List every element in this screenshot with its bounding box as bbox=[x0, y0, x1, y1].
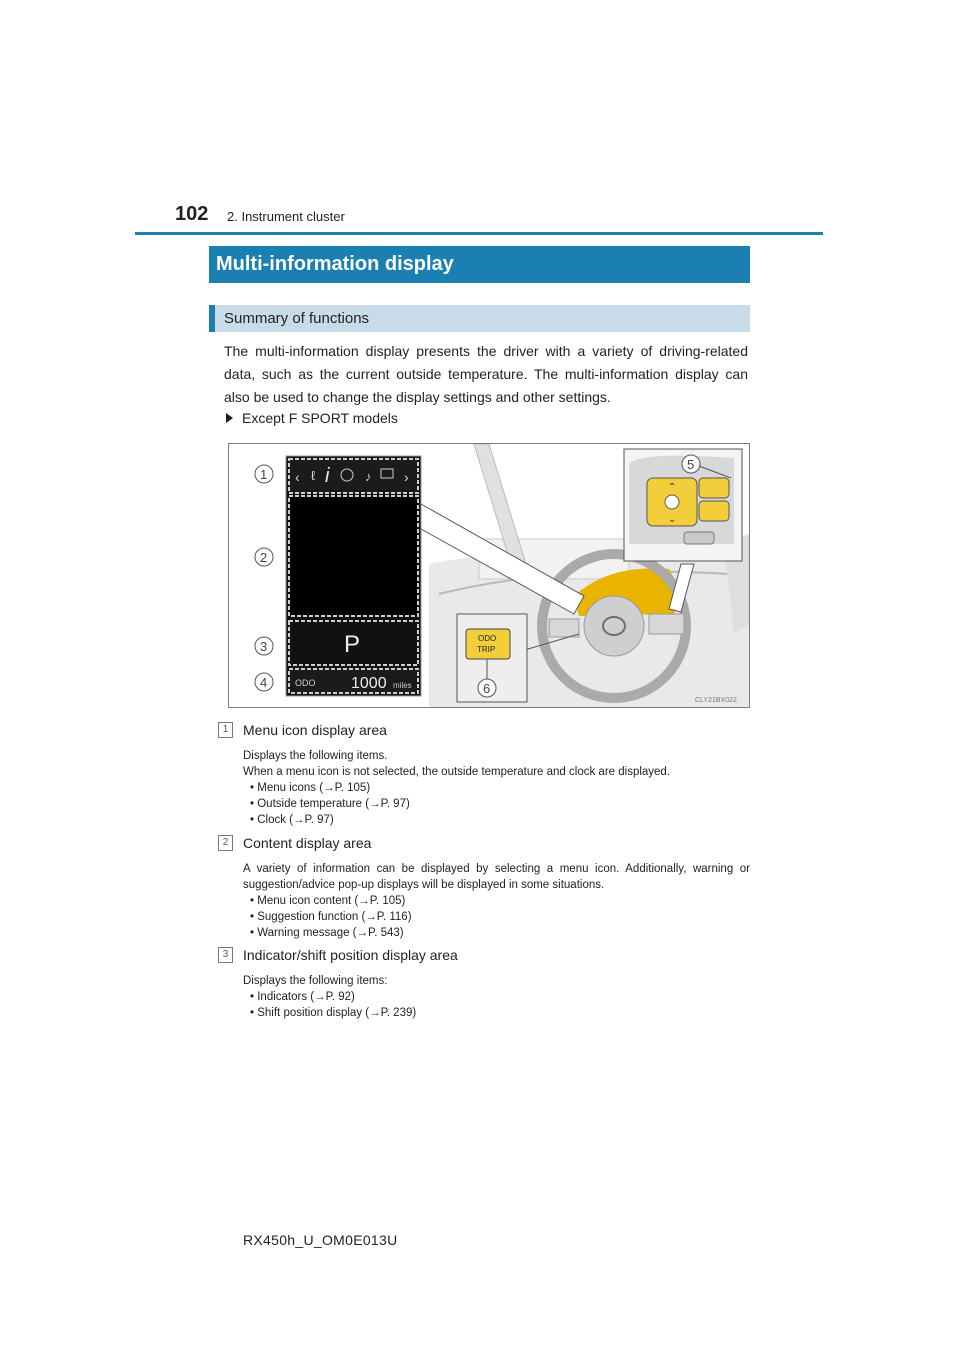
item-bullets bbox=[243, 893, 750, 941]
model-note-text: Except F SPORT models bbox=[242, 410, 398, 426]
callout-4 bbox=[255, 673, 273, 691]
figure-illustration bbox=[229, 444, 749, 707]
svg-text:4: 4 bbox=[260, 675, 268, 690]
triangle-bullet-icon bbox=[226, 413, 233, 423]
item-line: Displays the following items. bbox=[243, 750, 388, 762]
multi-info-display bbox=[286, 456, 421, 696]
odo-unit: miles bbox=[393, 681, 412, 690]
item-body-1 bbox=[243, 748, 750, 828]
svg-text:2: 2 bbox=[260, 550, 268, 565]
bullet-item: • Indicators (→P. 92) bbox=[243, 989, 750, 1005]
item-number-3: 3 bbox=[218, 947, 233, 963]
chapter-title: 2. Instrument cluster bbox=[227, 209, 345, 224]
odo-value: 1000 bbox=[351, 675, 387, 692]
svg-text:⌃: ⌃ bbox=[668, 482, 677, 493]
header-rule bbox=[135, 232, 823, 235]
section-title: Multi-information display bbox=[209, 246, 750, 283]
bullet-item: • Suggestion function (→P. 116) bbox=[243, 909, 750, 925]
model-note bbox=[226, 410, 398, 426]
bullet-item: • Menu icon content (→P. 105) bbox=[243, 893, 750, 909]
shift-position-text: P bbox=[344, 631, 361, 658]
item-line: When a menu icon is not selected, the outside temperature and clock are displayed. bbox=[243, 766, 671, 778]
item-bullets bbox=[243, 989, 750, 1021]
odo-button-line1: ODO bbox=[478, 634, 497, 643]
odo-label: ODO bbox=[295, 678, 316, 688]
svg-text:‹: ‹ bbox=[295, 469, 300, 485]
bullet-item: • Menu icons (→P. 105) bbox=[243, 780, 750, 796]
bullet-item: • Warning message (→P. 543) bbox=[243, 925, 750, 941]
item-title-1: Menu icon display area bbox=[243, 722, 387, 738]
callout-3 bbox=[255, 637, 273, 655]
item-bullets bbox=[243, 780, 750, 828]
item-body-2 bbox=[243, 861, 750, 941]
callout-2 bbox=[255, 548, 273, 566]
svg-text:5: 5 bbox=[687, 457, 695, 472]
item-number-1: 1 bbox=[218, 722, 233, 738]
item-line: Displays the following items: bbox=[243, 975, 388, 987]
item-body-3 bbox=[243, 973, 750, 1021]
svg-text:⌄: ⌄ bbox=[668, 514, 677, 525]
item-title-3: Indicator/shift position display area bbox=[243, 947, 458, 963]
item-title-2: Content display area bbox=[243, 835, 372, 851]
svg-text:6: 6 bbox=[483, 681, 491, 696]
item-number-2: 2 bbox=[218, 835, 233, 851]
svg-text:ℓ: ℓ bbox=[311, 468, 316, 483]
svg-text:♪: ♪ bbox=[365, 469, 372, 484]
svg-text:1: 1 bbox=[260, 467, 268, 482]
figure-code: CLY21BX022 bbox=[695, 697, 737, 704]
instrument-figure bbox=[228, 443, 750, 708]
svg-text:›: › bbox=[404, 469, 409, 485]
svg-text:i: i bbox=[325, 465, 330, 487]
intro-paragraph: The multi-information display presents the driver with a variety of driving-related data, such as the current outside temperature. The multi-information display can also be used to change the display settings and other settings. bbox=[224, 343, 748, 405]
odo-button-line2: TRIP bbox=[477, 645, 496, 654]
page-number: 102 bbox=[175, 203, 209, 225]
item-line: A variety of information can be displayed by selecting a menu icon. Additionally, warning or suggestion/advice pop-up displays will be displayed in some situations. bbox=[243, 863, 750, 891]
document-code-footer: RX450h_U_OM0E013U bbox=[243, 1232, 398, 1248]
callout-1 bbox=[255, 465, 273, 483]
bullet-item: • Outside temperature (→P. 97) bbox=[243, 796, 750, 812]
bullet-item: • Shift position display (→P. 239) bbox=[243, 1005, 750, 1021]
svg-text:3: 3 bbox=[260, 639, 268, 654]
subsection-title: Summary of functions bbox=[209, 305, 750, 332]
bullet-item: • Clock (→P. 97) bbox=[243, 812, 750, 828]
